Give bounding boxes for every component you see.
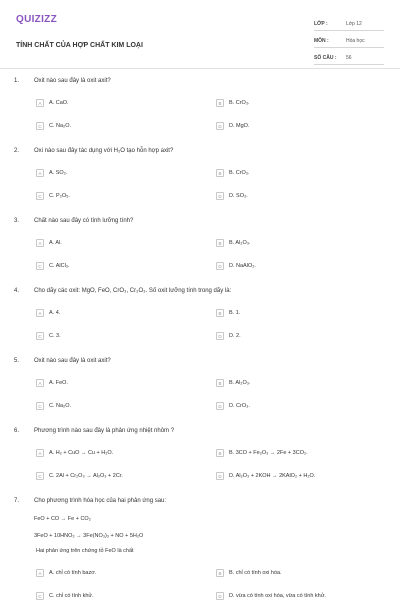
option-a[interactable]	[36, 98, 206, 108]
question-number: 1.	[14, 78, 20, 84]
option-text: A. Al.	[49, 240, 62, 246]
equation-1: FeO + CO → Fe + CO₂	[34, 516, 91, 522]
option-d[interactable]	[216, 471, 386, 481]
option-letter-box: A	[36, 569, 44, 577]
meta-row-count	[314, 50, 384, 65]
option-c[interactable]	[36, 261, 206, 271]
option-text: A. CaO.	[49, 100, 69, 106]
option-a[interactable]	[36, 568, 206, 578]
option-text: D. 2.	[229, 333, 241, 339]
option-a[interactable]	[36, 308, 206, 318]
meta-panel	[314, 16, 384, 67]
option-d[interactable]	[216, 121, 386, 131]
meta-value: Hóa học	[346, 38, 365, 44]
option-text: D. SO₃.	[229, 193, 248, 199]
option-a[interactable]	[36, 448, 206, 458]
option-b[interactable]	[216, 168, 386, 178]
option-letter-box: A	[36, 169, 44, 177]
option-text: C. P₂O₅.	[49, 193, 70, 199]
option-text: B. Al₂O₃.	[229, 240, 251, 246]
option-letter-box: C	[36, 332, 44, 340]
option-text: B. CrO₃.	[229, 100, 250, 106]
question-number: 2.	[14, 148, 20, 154]
option-letter-box: B	[216, 309, 224, 317]
option-c[interactable]	[36, 191, 206, 201]
option-d[interactable]	[216, 331, 386, 341]
option-c[interactable]	[36, 331, 206, 341]
option-letter-box: A	[36, 239, 44, 247]
option-c[interactable]	[36, 121, 206, 131]
option-a[interactable]	[36, 168, 206, 178]
meta-value: Lớp 12	[346, 21, 362, 27]
option-text: A. FeO.	[49, 380, 68, 386]
question-stem: Hai phản ứng trên chứng tỏ FeO là chất	[36, 548, 134, 554]
worksheet-title: TÍNH CHẤT CỦA HỢP CHẤT KIM LOẠI	[16, 42, 143, 49]
question-text: Chất nào sau đây có tính lưỡng tính?	[34, 218, 134, 224]
option-text: D. CrO₃.	[229, 403, 250, 409]
option-text: B. 3CO + Fe₂O₃ → 2Fe + 3CO₂.	[229, 450, 308, 456]
option-letter-box: D	[216, 332, 224, 340]
equation-2: 3FeO + 10HNO₃ → 3Fe(NO₃)₃ + NO + 5H₂O	[34, 533, 144, 539]
option-text: B. 1.	[229, 310, 241, 316]
option-b[interactable]	[216, 568, 386, 578]
question-text: Oxi nào sau đây tác dụng với H₂O tạo hỗn hợp axit?	[34, 148, 174, 154]
question-text: Oxit nào sau đây là oxit axit?	[34, 78, 111, 84]
option-letter-box: D	[216, 262, 224, 270]
option-text: B. Al₂O₃.	[229, 380, 251, 386]
option-letter-box: A	[36, 379, 44, 387]
option-text: A. 4.	[49, 310, 61, 316]
option-b[interactable]	[216, 308, 386, 318]
option-text: A. H₂ + CuO → Cu + H₂O.	[49, 450, 114, 456]
option-text: D. vừa có tính oxi hóa, vừa có tính khử.	[229, 593, 326, 599]
option-text: D. MgO.	[229, 123, 250, 129]
question-number: 4.	[14, 288, 20, 294]
option-letter-box: B	[216, 239, 224, 247]
meta-row-subject	[314, 33, 384, 48]
option-b[interactable]	[216, 238, 386, 248]
option-b[interactable]	[216, 448, 386, 458]
option-letter-box: A	[36, 449, 44, 457]
option-text: C. Na₂O.	[49, 123, 71, 129]
option-letter-box: C	[36, 192, 44, 200]
option-text: B. CrO₃.	[229, 170, 250, 176]
option-text: C. AlCl₃.	[49, 263, 70, 269]
meta-row-grade	[314, 16, 384, 31]
option-letter-box: D	[216, 122, 224, 130]
option-text: D. Al₂O₃ + 2KOH → 2KAlO₂ + H₂O.	[229, 473, 316, 479]
option-letter-box: D	[216, 402, 224, 410]
option-text: C. 2Al + Cr₂O₃ → Al₂O₃ + 2Cr.	[49, 473, 123, 479]
option-letter-box: C	[36, 592, 44, 600]
option-letter-box: D	[216, 472, 224, 480]
quizizz-logo: QUIZIZZ	[16, 14, 57, 25]
option-letter-box: C	[36, 402, 44, 410]
meta-key: LỚP :	[314, 21, 328, 27]
question-number: 3.	[14, 218, 20, 224]
option-letter-box: B	[216, 449, 224, 457]
question-number: 7.	[14, 498, 20, 504]
option-letter-box: B	[216, 379, 224, 387]
question-text: Cho dãy các oxit: MgO, FeO, CrO₃, Cr₂O₃. Số oxit lưỡng tính trong dãy là:	[34, 288, 232, 294]
question-number: 5.	[14, 358, 20, 364]
option-text: A. chỉ có tính bazơ.	[49, 570, 97, 576]
option-c[interactable]	[36, 471, 206, 481]
header-divider	[0, 68, 400, 69]
option-letter-box: B	[216, 569, 224, 577]
option-text: C. 3.	[49, 333, 61, 339]
option-a[interactable]	[36, 238, 206, 248]
option-b[interactable]	[216, 378, 386, 388]
meta-key: SỐ CÂU :	[314, 55, 337, 61]
option-letter-box: A	[36, 309, 44, 317]
option-letter-box: C	[36, 122, 44, 130]
option-letter-box: B	[216, 99, 224, 107]
option-text: C. chỉ có tính khử.	[49, 593, 94, 599]
question-number: 6.	[14, 428, 20, 434]
option-b[interactable]	[216, 98, 386, 108]
meta-key: MÔN :	[314, 38, 329, 44]
option-c[interactable]	[36, 401, 206, 411]
option-letter-box: D	[216, 592, 224, 600]
question-text: Phương trình nào sau đây là phản ứng nhiệt nhôm ?	[34, 428, 175, 434]
option-letter-box: D	[216, 192, 224, 200]
meta-value: 56	[346, 55, 352, 61]
option-d[interactable]	[216, 261, 386, 271]
option-text: B. chỉ có tính oxi hóa.	[229, 570, 282, 576]
option-d[interactable]	[216, 191, 386, 201]
option-d[interactable]	[216, 401, 386, 411]
option-text: C. Na₂O.	[49, 403, 71, 409]
question-text: Oxit nào sau đây là oxit axit?	[34, 358, 111, 364]
option-letter-box: A	[36, 99, 44, 107]
option-letter-box: C	[36, 472, 44, 480]
question-text: Cho phương trình hóa học của hai phản ứng sau:	[34, 498, 167, 504]
option-letter-box: B	[216, 169, 224, 177]
option-text: D. NaAlO₂.	[229, 263, 256, 269]
option-letter-box: C	[36, 262, 44, 270]
option-a[interactable]	[36, 378, 206, 388]
option-text: A. SO₂.	[49, 170, 68, 176]
worksheet-header	[16, 10, 384, 60]
